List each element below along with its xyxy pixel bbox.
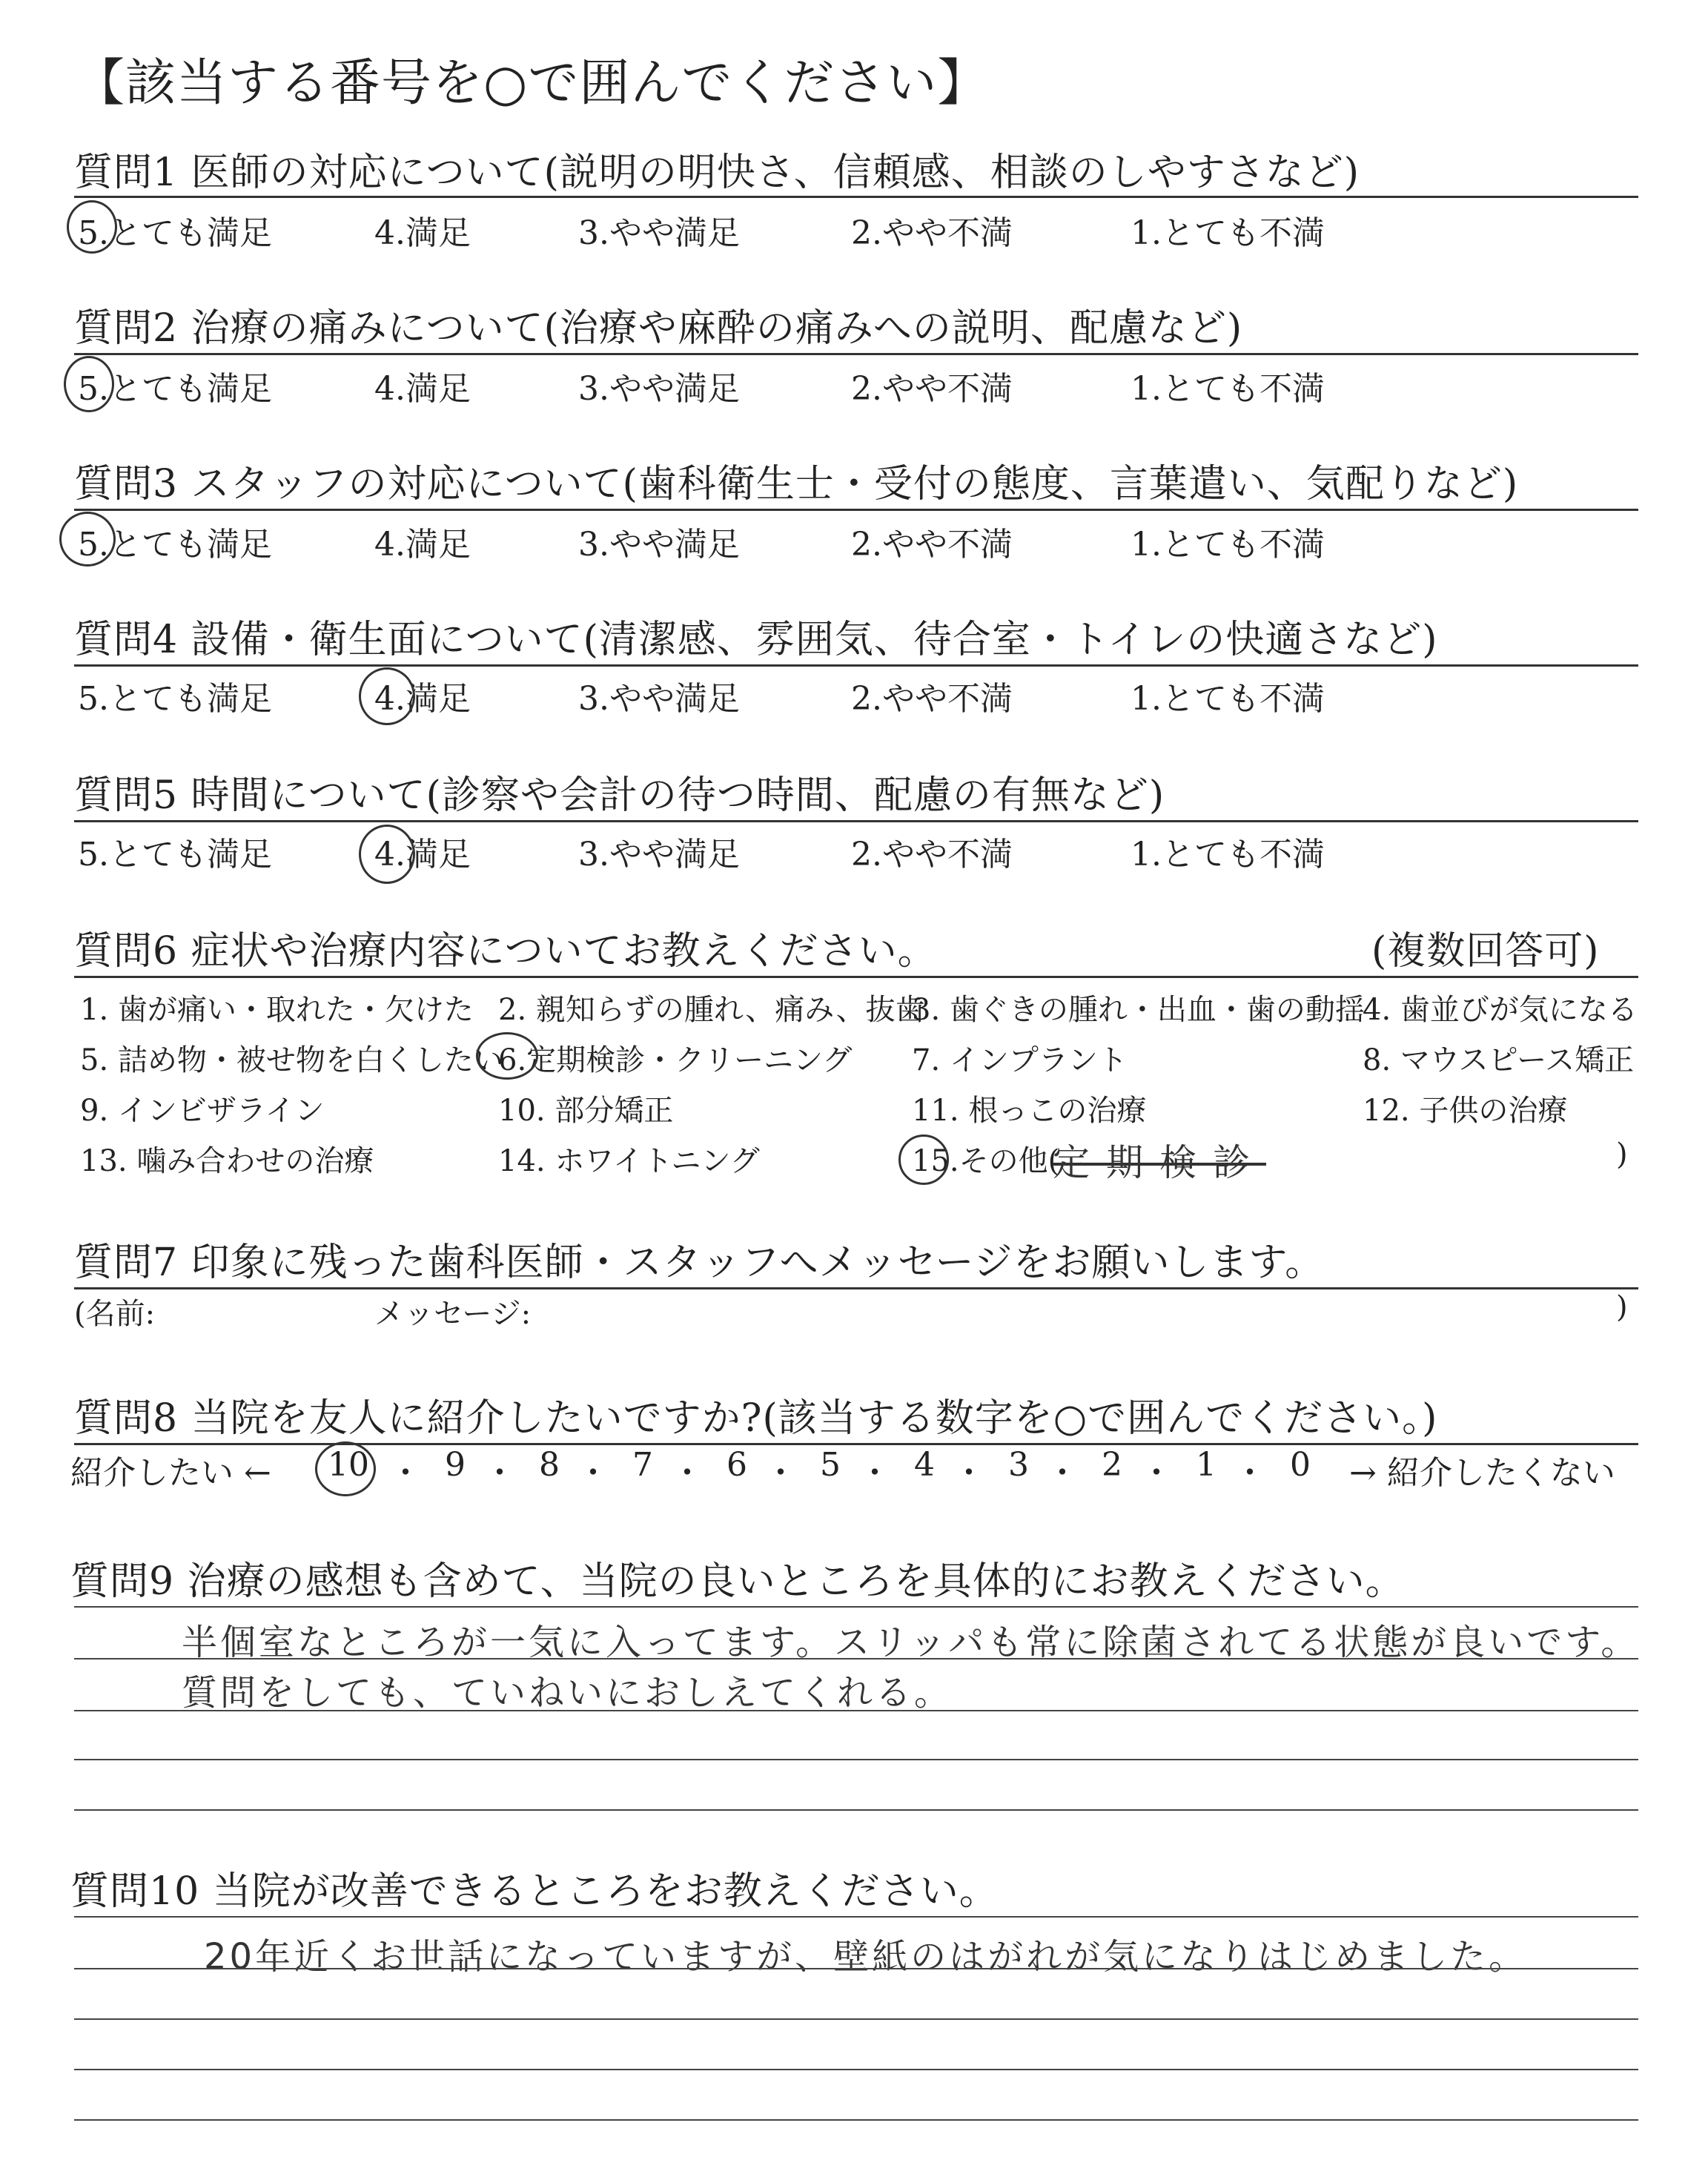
q7-message-label: メッセージ: — [374, 1297, 532, 1331]
q2-option-2[interactable]: 2.やや不満 — [851, 370, 1013, 408]
q9-line-1 — [74, 1606, 1638, 1608]
q3-rule — [74, 509, 1638, 511]
q8-score-5[interactable]: 5 — [820, 1446, 841, 1484]
q5-option-2[interactable]: 2.やや不満 — [851, 836, 1013, 873]
q1-option-1[interactable]: 1.とても不満 — [1131, 214, 1325, 252]
q9-title: 質問9 治療の感想も含めて、当院の良いところを具体的にお教えください。 — [70, 1559, 1405, 1604]
q5-option-5[interactable]: 5.とても満足 — [78, 836, 272, 873]
q5-option-1[interactable]: 1.とても不満 — [1131, 836, 1325, 873]
survey-header: 【該当する番号を○で囲んでください】 — [74, 54, 989, 113]
q8-separator: ・ — [1046, 1454, 1079, 1492]
q8-separator: ・ — [953, 1454, 985, 1492]
q6-option-10[interactable]: 10. 部分矯正 — [498, 1094, 674, 1128]
q8-selection-circle — [315, 1441, 376, 1496]
q4-option-2[interactable]: 2.やや不満 — [851, 680, 1013, 718]
q3-title: 質問3 スタッフの対応について(歯科衛生士・受付の態度、言葉遣い、気配りなど) — [74, 462, 1519, 506]
q4-option-3[interactable]: 3.やや満足 — [578, 680, 740, 718]
q4-option-4[interactable]: 4.満足 — [374, 680, 471, 718]
q3-option-1[interactable]: 1.とても不満 — [1131, 526, 1325, 564]
q7-title: 質問7 印象に残った歯科医師・スタッフへメッセージをお願いします。 — [74, 1241, 1325, 1285]
q8-score-0[interactable]: 0 — [1290, 1446, 1311, 1484]
q8-score-2[interactable]: 2 — [1102, 1446, 1122, 1484]
q8-separator: ・ — [577, 1454, 609, 1492]
q6-option-15[interactable]: 15.その他( — [912, 1144, 1060, 1178]
q8-score-6[interactable]: 6 — [726, 1446, 747, 1484]
q2-selection-circle — [64, 356, 114, 412]
q1-title: 質問1 医師の対応について(説明の明快さ、信頼感、相談のしやすさなど) — [74, 151, 1360, 195]
q5-option-3[interactable]: 3.やや満足 — [578, 836, 740, 873]
q6-option-3[interactable]: 3. 歯ぐきの腫れ・出血・歯の動揺 — [912, 993, 1365, 1027]
q3-option-3[interactable]: 3.やや満足 — [578, 526, 740, 564]
q4-title: 質問4 設備・衛生面について(清潔感、雰囲気、待合室・トイレの快適さなど) — [74, 618, 1438, 662]
q8-left-label: 紹介したい ← — [70, 1454, 271, 1492]
q4-option-1[interactable]: 1.とても不満 — [1131, 680, 1325, 718]
q8-right-label: → 紹介したくない — [1349, 1454, 1615, 1492]
q8-separator: ・ — [1234, 1454, 1266, 1492]
q8-separator: ・ — [764, 1454, 797, 1492]
q7-rule — [74, 1287, 1638, 1289]
q6-note: (複数回答可) — [1371, 929, 1600, 974]
q8-separator: ・ — [389, 1454, 422, 1492]
q10-title: 質問10 当院が改善できるところをお教えください。 — [70, 1869, 999, 1914]
q7-name-label: (名前: — [74, 1297, 156, 1331]
q5-selection-circle — [359, 825, 415, 884]
q6-option-9[interactable]: 9. インビザライン — [80, 1094, 325, 1128]
q8-separator: ・ — [483, 1454, 516, 1492]
q1-option-4[interactable]: 4.満足 — [374, 214, 471, 252]
q6-option-6[interactable]: 6.定期検診・クリーニング — [498, 1043, 853, 1077]
q6-option-11[interactable]: 11. 根っこの治療 — [912, 1094, 1147, 1128]
q6-option-12[interactable]: 12. 子供の治療 — [1363, 1094, 1568, 1128]
q4-rule — [74, 664, 1638, 667]
q10-answer-line-1: 20年近くお世話になっていますが、壁紙のはがれが気になりはじめました。 — [204, 1936, 1528, 1978]
q9-line-2 — [74, 1658, 1638, 1659]
q3-selection-circle — [59, 512, 116, 567]
q7-close-paren: ) — [1616, 1290, 1628, 1324]
q1-option-2[interactable]: 2.やや不満 — [851, 214, 1013, 252]
q8-score-8[interactable]: 8 — [539, 1446, 560, 1484]
q4-selection-circle — [359, 667, 415, 725]
q10-line-5 — [74, 2119, 1638, 2121]
q6-other-handwritten: 定期検診 — [1053, 1141, 1266, 1184]
q8-score-1[interactable]: 1 — [1196, 1446, 1217, 1484]
q6-option-6-selection-circle — [476, 1032, 538, 1080]
q8-separator: ・ — [858, 1454, 891, 1492]
q6-option-15-selection-circle — [898, 1135, 949, 1185]
q8-separator: ・ — [1140, 1454, 1173, 1492]
q10-line-3 — [74, 2018, 1638, 2020]
q5-title: 質問5 時間について(診察や会計の待つ時間、配慮の有無など) — [74, 773, 1165, 818]
q8-score-10[interactable]: 10 — [328, 1446, 369, 1484]
q5-rule — [74, 820, 1638, 822]
q1-selection-circle — [67, 200, 117, 254]
q5-option-4[interactable]: 4.満足 — [374, 836, 471, 873]
q8-score-3[interactable]: 3 — [1008, 1446, 1029, 1484]
q9-answer-line-2: 質問をしても、ていねいにおしえてくれる。 — [182, 1672, 953, 1714]
q8-score-9[interactable]: 9 — [445, 1446, 466, 1484]
q6-rule — [74, 976, 1638, 978]
q2-option-5[interactable]: 5.とても満足 — [78, 370, 272, 408]
q8-score-4[interactable]: 4 — [914, 1446, 935, 1484]
q9-line-4 — [74, 1759, 1638, 1760]
q3-option-5[interactable]: 5.とても満足 — [78, 526, 272, 564]
q8-rule — [74, 1443, 1638, 1445]
q8-separator: ・ — [671, 1454, 704, 1492]
q2-option-1[interactable]: 1.とても不満 — [1131, 370, 1325, 408]
q8-title: 質問8 当院を友人に紹介したいですか?(該当する数字を○で囲んでください。) — [74, 1396, 1438, 1441]
q6-option-4[interactable]: 4. 歯並びが気になる — [1363, 993, 1638, 1027]
q10-line-2 — [74, 1968, 1638, 1969]
q9-answer-line-1: 半個室なところが一気に入ってます。スリッパも常に除菌されてる状態が良いです。 — [182, 1622, 1640, 1663]
q9-line-5 — [74, 1809, 1638, 1811]
q1-option-3[interactable]: 3.やや満足 — [578, 214, 740, 252]
q3-option-4[interactable]: 4.満足 — [374, 526, 471, 564]
q6-title: 質問6 症状や治療内容についてお教えください。 — [74, 929, 937, 974]
q8-score-7[interactable]: 7 — [632, 1446, 653, 1484]
q10-line-1 — [74, 1916, 1638, 1918]
q6-option-13[interactable]: 13. 噛み合わせの治療 — [80, 1144, 374, 1178]
q6-option-5[interactable]: 5. 詰め物・被せ物を白くしたい — [80, 1043, 503, 1077]
q1-rule — [74, 196, 1638, 198]
q9-line-3 — [74, 1710, 1638, 1711]
q4-option-5[interactable]: 5.とても満足 — [78, 680, 272, 718]
q6-option-8[interactable]: 8. マウスピース矯正 — [1363, 1043, 1635, 1077]
q2-rule — [74, 353, 1638, 355]
q6-option-15-close: ) — [1616, 1137, 1628, 1172]
q6-option-14[interactable]: 14. ホワイトニング — [498, 1144, 760, 1178]
q2-option-4[interactable]: 4.満足 — [374, 370, 471, 408]
q3-option-2[interactable]: 2.やや不満 — [851, 526, 1013, 564]
q2-option-3[interactable]: 3.やや満足 — [578, 370, 740, 408]
q6-option-7[interactable]: 7. インプラント — [912, 1043, 1128, 1077]
q1-option-5[interactable]: 5.とても満足 — [78, 214, 272, 252]
q6-option-2[interactable]: 2. 親知らずの腫れ、痛み、抜歯 — [498, 993, 925, 1027]
q10-line-4 — [74, 2069, 1638, 2070]
q2-title: 質問2 治療の痛みについて(治療や麻酔の痛みへの説明、配慮など) — [74, 306, 1243, 351]
q6-option-1[interactable]: 1. 歯が痛い・取れた・欠けた — [80, 993, 474, 1027]
